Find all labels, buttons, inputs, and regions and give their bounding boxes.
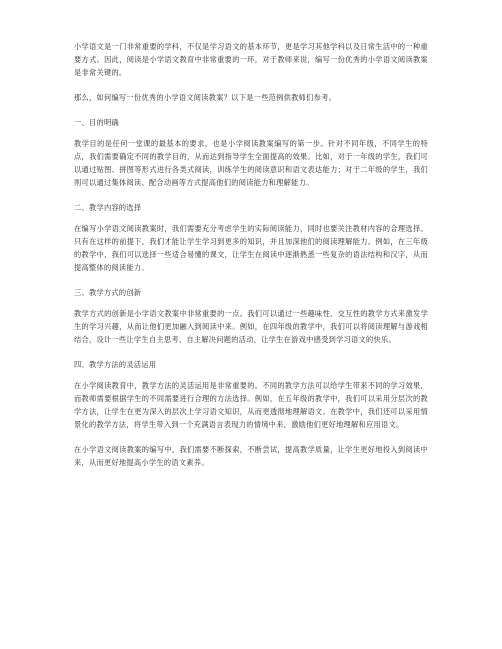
section-paragraph: 在编写小学语文阅读教案时，我们需要充分考虑学生的实际阅读能力，同时也要关注教材内容的合理选择。只有在这样的前提下，我们才能让学生学习到更多的知识，并且加深他们的阅读理解能力。例如，在三年级的教学中，我们可以选择一些适合易懂的课文，让学生在阅读中逐渐熟悉一些复杂的语法结构和汉字，从而提高整体的阅读能力。: [74, 224, 428, 272]
conclusion-paragraph: 在小学语文阅读教案的编写中，我们需要不断探索，不断尝试，提高教学质量，让学生更好地投入到阅读中来，从而更好地提高小学生的语文素养。: [74, 445, 428, 467]
section-paragraph: 在小学阅读教育中，教学方法的灵活运用是非常重要的。不同的教学方法可以给学生带来不同的学习效果，而教师需要根据学生的不同需要进行合理的方法选择。例如，在五年级的教学中，我们可以采用分层次的教学方法，让学生在更为深入的层次上学习语文知识，从而更透彻地理解语文。在教学中，我们还可以采用情景化的教学方法，将学生带入到一个充满语言表现力的情境中来，激励他们更好地理解和应用语文。: [74, 381, 428, 429]
intro-paragraph: 小学语文是一门非常重要的学科，不仅是学习语文的基本环节，更是学习其他学科以及日常生活中的一种重要方式。因此，阅读是小学语文教育中非常重要的一环，对于教师来说，编写一份优秀的小学语文阅读教案是非常关键的。: [74, 42, 428, 77]
section-paragraph: 教学目的是任何一堂课的最基本的要求，也是小学阅读教案编写的第一步。针对不同年级，不同学生的特点，我们需要确定不同的教学目的，从而达到指导学生全面提高的效果。比如，对于一年级的学生，我们可以通过贴图、拼图等形式进行各类式阅读，训练学生的阅读意识和语文表达能力；对于二年级的学生，我们则可以通过集体阅读、配合动画等方式提高他们的阅读能力和理解能力。: [74, 139, 428, 187]
section-heading: 三、教学方式的创新: [74, 288, 142, 297]
section-heading: 四、教学方法的灵活运用: [74, 360, 157, 369]
section-4: [74, 358, 428, 469]
section-2: [74, 201, 428, 274]
section-1: [74, 116, 428, 189]
section-paragraph: 教学方式的创新是小学语文教案中非常重要的一点。我们可以通过一些趣味性、交互性的教学方式来激发学生的学习兴趣，从而让他们更加融入到阅读中来。例如，在四年级的教学中，我们可以将阅读理解与游戏相结合，设计一些让学生自主思考、自主解决问题的活动，让学生在游戏中感受到学习语文的快乐。: [74, 309, 428, 344]
section-3: [74, 286, 428, 346]
section-heading: 二、教学内容的选择: [74, 203, 142, 212]
question-paragraph: 那么，如何编写一份优秀的小学语文阅读教案？以下是一些范例供教师们参考。: [74, 93, 337, 102]
section-heading: 一、目的明确: [74, 118, 119, 127]
